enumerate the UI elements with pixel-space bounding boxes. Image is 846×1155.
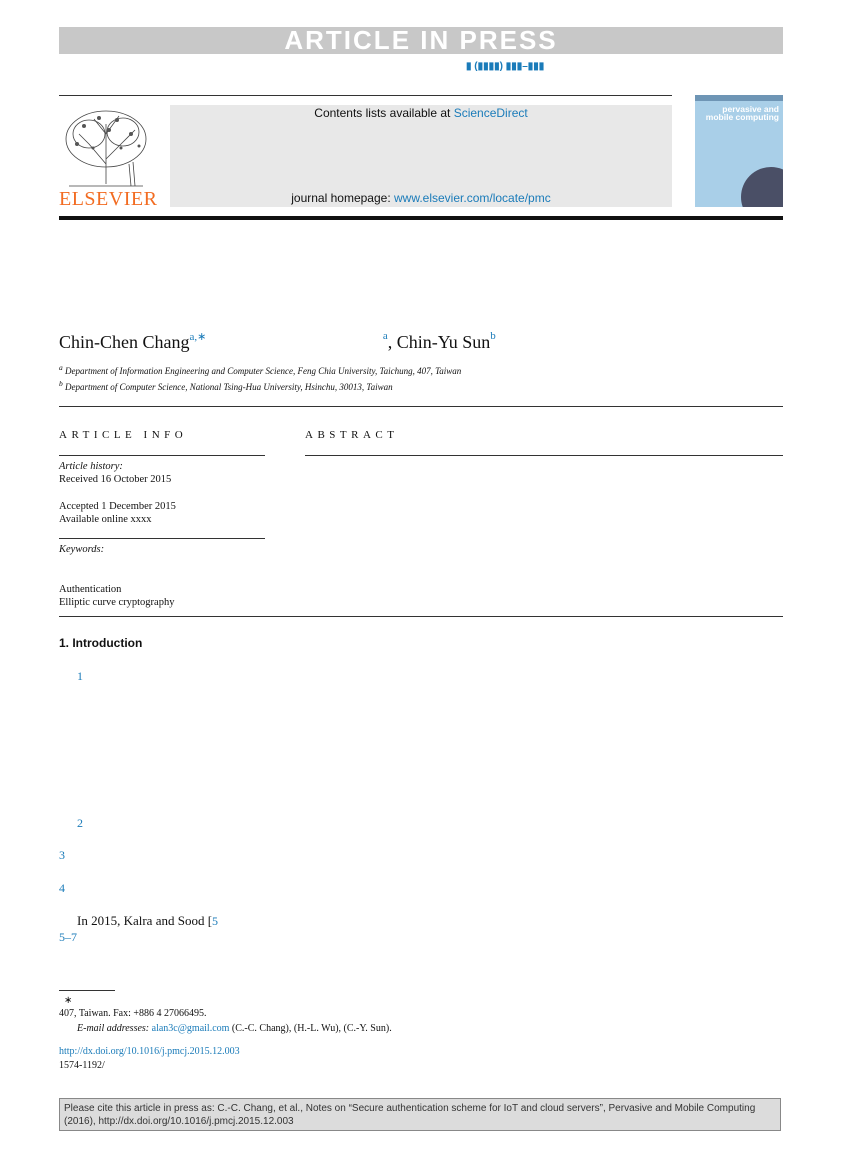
email-link[interactable]: alan3c@gmail.com — [151, 1023, 230, 1034]
author-name: Chin-Chen Chang — [59, 332, 190, 352]
citation-line: Please cite this article in press as: C.-C. Chang, et al., Notes on “Secure authentication scheme for IoT and cloud servers”, Pervasive and Mobile Computing — [64, 1103, 756, 1114]
abstract-rule — [305, 455, 783, 456]
keywords-rule — [59, 538, 265, 539]
affiliation-text: Department of Information Engineering and Computer Science, Feng Chia University, Taichung, 407, Taiwan — [65, 366, 462, 376]
affiliation-a — [59, 363, 461, 376]
accepted-date: Accepted 1 December 2015 — [59, 501, 176, 512]
author-line — [59, 332, 496, 353]
footnote-emails — [77, 1023, 392, 1034]
affiliation-mark: b — [59, 379, 63, 388]
keyword-item: Authentication — [59, 584, 122, 595]
citation-box — [59, 1098, 781, 1131]
introduction-heading: 1. Introduction — [59, 636, 143, 650]
cover-strip — [695, 95, 783, 101]
homepage-prefix: journal homepage: — [291, 191, 394, 205]
header-thick-rule — [59, 216, 783, 220]
cover-decoration — [741, 167, 783, 207]
reference-link[interactable]: 3 — [59, 848, 65, 862]
intro-sentence — [77, 913, 218, 929]
journal-homepage-link[interactable]: www.elsevier.com/locate/pmc — [394, 191, 551, 205]
keyword-item: Elliptic curve cryptography — [59, 597, 175, 608]
issn: 1574-1192/ — [59, 1060, 105, 1071]
front-matter-rule — [59, 616, 783, 617]
affiliation-b — [59, 379, 393, 392]
author-affiliation-mark[interactable]: a,∗ — [189, 331, 207, 343]
reference-link[interactable]: 4 — [59, 881, 65, 895]
reference-link[interactable]: 5 — [212, 914, 219, 928]
affiliation-text: Department of Computer Science, National Tsing-Hua University, Hsinchu, 30013, Taiwan — [65, 382, 393, 392]
publisher-wordmark: ELSEVIER — [59, 188, 158, 210]
history-label: Article history: — [59, 461, 123, 472]
abstract-heading: ABSTRACT — [305, 429, 399, 441]
received-date: Received 16 October 2015 — [59, 474, 172, 485]
homepage-line — [170, 191, 672, 205]
contents-prefix: Contents lists available at — [314, 106, 454, 120]
affiliation-mark: a — [59, 363, 63, 372]
author-name: , Chin-Yu Sun — [387, 332, 491, 352]
banner-text: ARTICLE IN PRESS — [284, 25, 558, 55]
sciencedirect-link[interactable]: ScienceDirect — [453, 106, 528, 120]
reference-link[interactable]: 2 — [77, 816, 83, 830]
cover-title: pervasive and mobile computing — [705, 104, 779, 122]
affiliation-rule — [59, 406, 783, 407]
citation-line: (2016), http://dx.doi.org/10.1016/j.pmcj.2015.12.003 — [64, 1116, 294, 1127]
email-suffix: (C.-C. Chang), (H.-L. Wu), (C.-Y. Sun). — [229, 1023, 392, 1034]
author-affiliation-mark[interactable]: a — [382, 330, 388, 342]
reference-link[interactable]: 1 — [77, 669, 83, 683]
contents-line — [170, 106, 672, 120]
doi-link[interactable]: http://dx.doi.org/10.1016/j.pmcj.2015.12.003 — [59, 1046, 240, 1057]
sentence-text: In 2015, Kalra and Sood [ — [77, 913, 213, 928]
email-label: E-mail addresses: — [77, 1023, 150, 1034]
keywords-label: Keywords: — [59, 544, 105, 555]
online-date: Available online xxxx — [59, 514, 152, 525]
article-info-rule — [59, 455, 265, 456]
issue-number: ▮ (▮▮▮▮) ▮▮▮–▮▮▮ — [466, 61, 545, 72]
author-affiliation-mark[interactable]: b — [490, 330, 496, 342]
footnote-star: ∗ — [64, 995, 73, 1006]
header-top-rule — [59, 95, 672, 96]
article-info-heading: ARTICLE INFO — [59, 429, 188, 441]
footnote-address: 407, Taiwan. Fax: +886 4 27066495. — [59, 1008, 207, 1019]
journal-cover[interactable] — [695, 95, 783, 207]
reference-range-link[interactable]: 5–7 — [59, 930, 77, 944]
footnote-rule — [59, 990, 115, 991]
